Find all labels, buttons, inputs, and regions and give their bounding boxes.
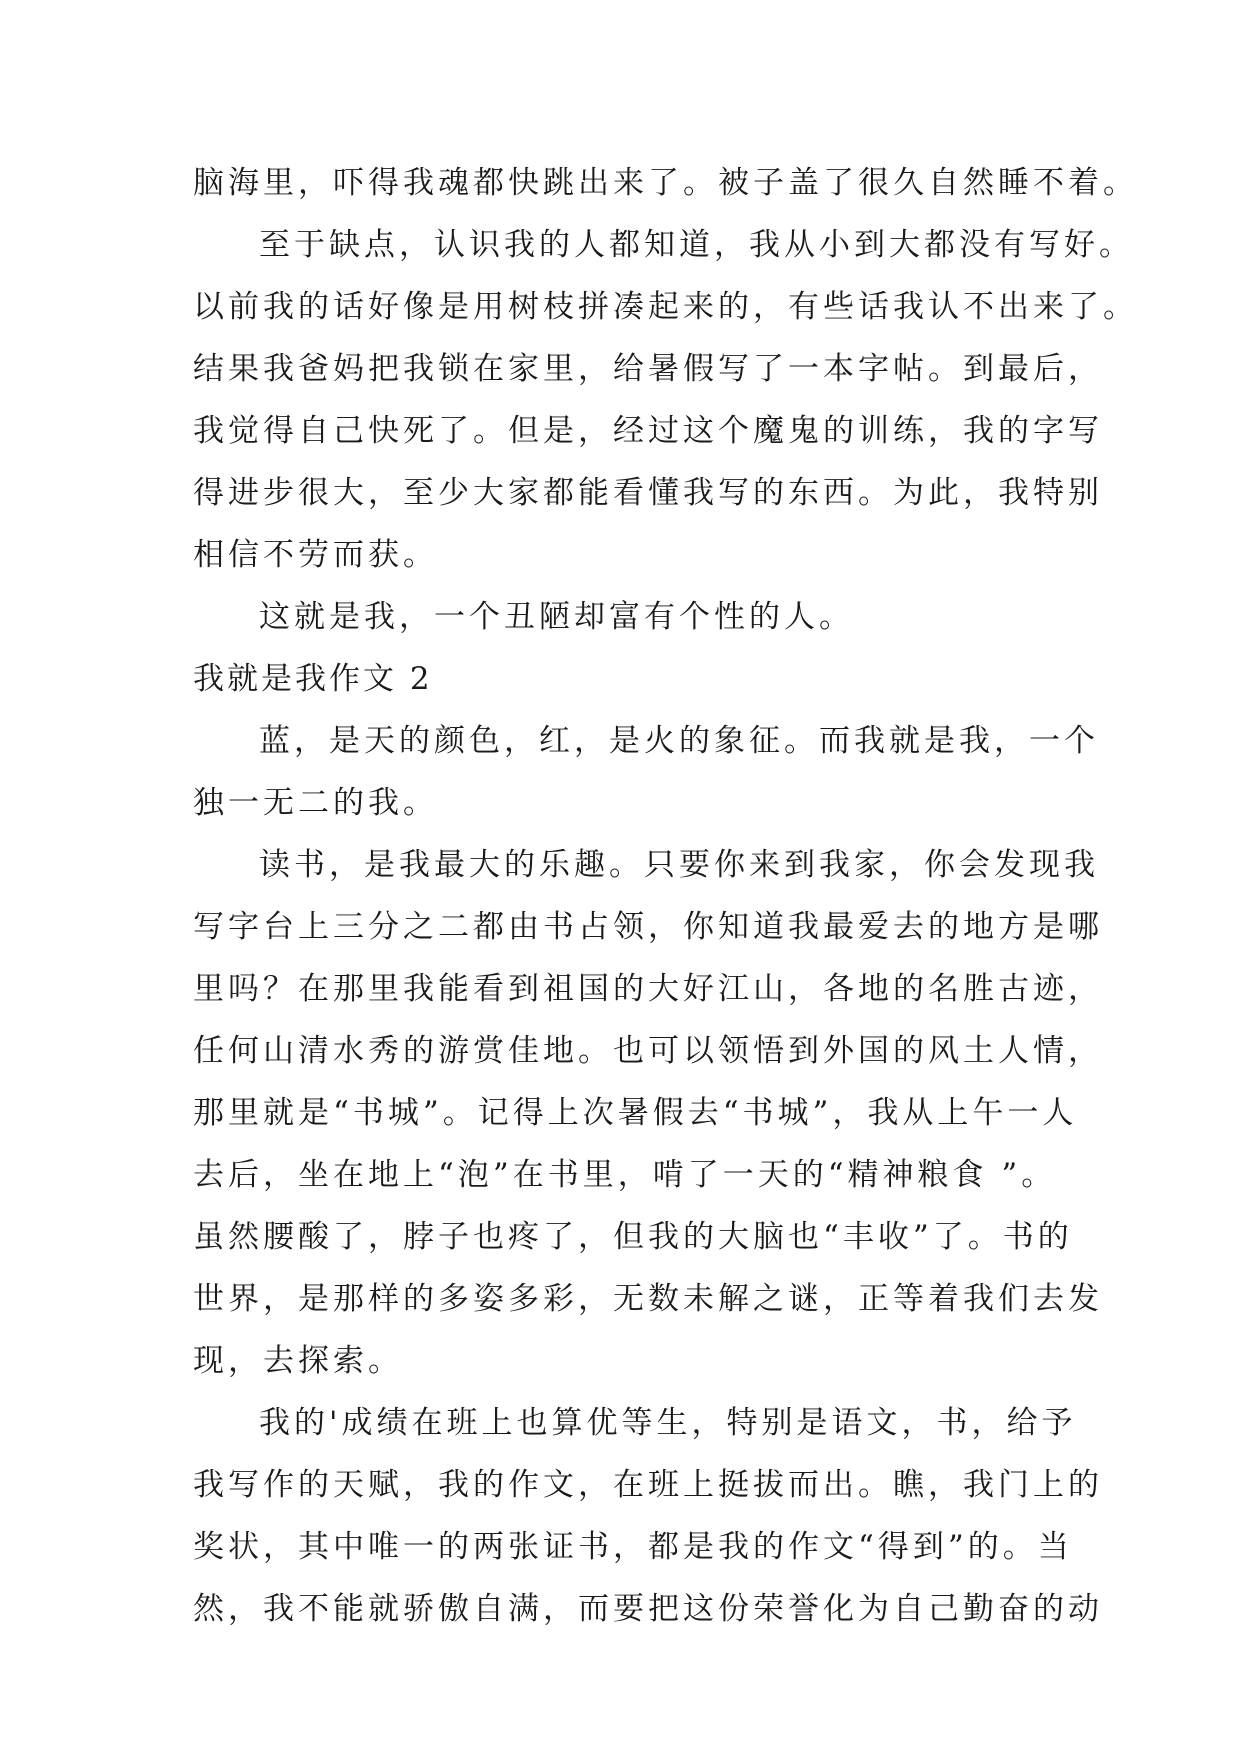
- text-line: 至于缺点，认识我的人都知道，我从小到大都没有写好。: [259, 227, 1134, 263]
- text-line: 然，我不能就骄傲自满，而要把这份荣誉化为自己勤奋的动: [193, 1591, 1103, 1627]
- text-line: 那里就是“书城”。记得上次暑假去“书城”，我从上午一人: [193, 1095, 1078, 1131]
- text-line: 去后，坐在地上“泡”在书里，啃了一天的“精神粮食 ”。: [193, 1157, 1057, 1193]
- text-line: 现，去探索。: [193, 1343, 403, 1379]
- text-line: 里吗？在那里我能看到祖国的大好江山，各地的名胜古迹，: [193, 971, 1103, 1007]
- text-line: 蓝，是天的颜色，红，是火的象征。而我就是我，一个: [259, 723, 1099, 759]
- text-line: 这就是我，一个丑陋却富有个性的人。: [259, 599, 854, 635]
- essay-body: [193, 152, 1138, 1640]
- text-line: 虽然腰酸了，脖子也疼了，但我的大脑也“丰收”了。书的: [193, 1219, 1073, 1255]
- text-line: 我的'成绩在班上也算优等生，特别是语文，书，给予: [259, 1405, 1077, 1441]
- text-line: 独一无二的我。: [193, 785, 438, 821]
- text-line: 写字台上三分之二都由书占领，你知道我最爱去的地方是哪: [193, 909, 1103, 945]
- text-line: 奖状，其中唯一的两张证书，都是我的作文“得到”的。当: [193, 1529, 1073, 1565]
- text-line: 任何山清水秀的游赏佳地。也可以领悟到外国的风土人情，: [193, 1033, 1103, 1069]
- section-heading: 我就是我作文 2: [193, 661, 433, 697]
- text-line: 读书，是我最大的乐趣。只要你来到我家，你会发现我: [259, 847, 1099, 883]
- text-line: 得进步很大，至少大家都能看懂我写的东西。为此，我特别: [193, 475, 1103, 511]
- text-line: 结果我爸妈把我锁在家里，给暑假写了一本字帖。到最后，: [193, 351, 1103, 387]
- text-line: 相信不劳而获。: [193, 537, 438, 573]
- text-line: 我觉得自己快死了。但是，经过这个魔鬼的训练，我的字写: [193, 413, 1103, 449]
- text-line: 我写作的天赋，我的作文，在班上挺拔而出。瞧，我门上的: [193, 1467, 1103, 1503]
- text-line: 脑海里，吓得我魂都快跳出来了。被子盖了很久自然睡不着。: [193, 165, 1138, 201]
- text-line: 世界，是那样的多姿多彩，无数未解之谜，正等着我们去发: [193, 1281, 1103, 1317]
- text-line: 以前我的话好像是用树枝拼凑起来的，有些话我认不出来了。: [193, 289, 1138, 325]
